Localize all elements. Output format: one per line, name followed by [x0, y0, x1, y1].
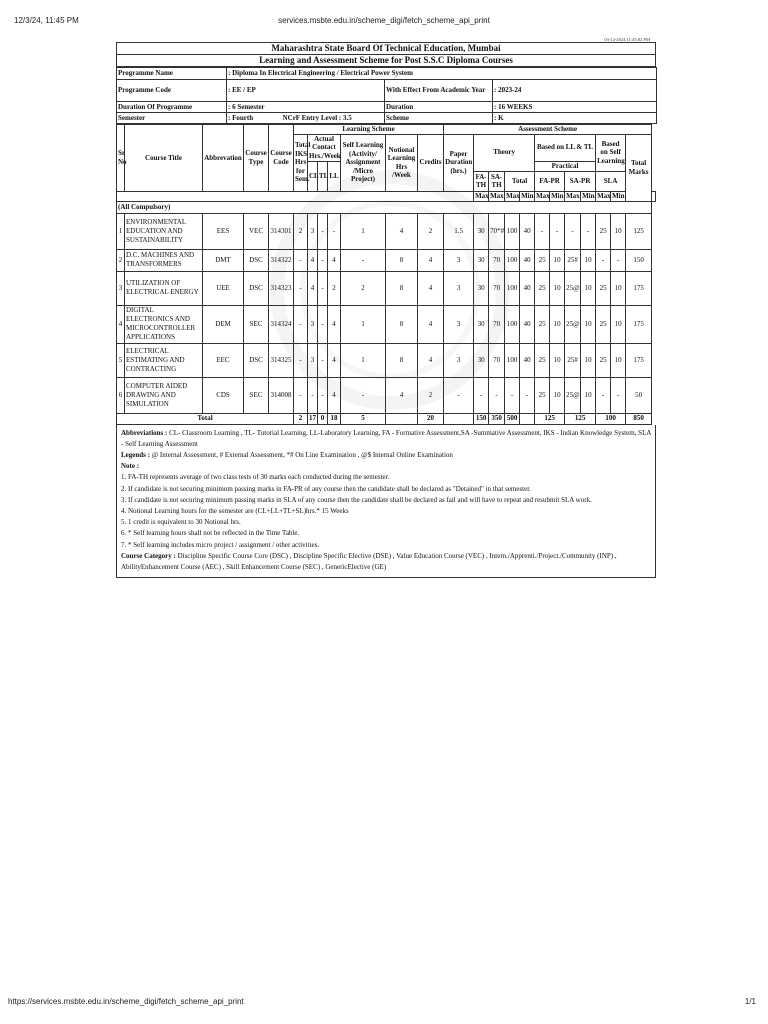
sla-min-cell: -: [611, 377, 626, 413]
duration-value: : 16 WEEKS: [493, 102, 657, 113]
sa-th-header: SA-TH: [489, 171, 505, 191]
cl-hours-cell: 4: [308, 271, 318, 305]
note-item: 2. If candidate is not securing minimum passing marks in FA-PR of any course then the candidate shall be declared as "Detained" in that semester.: [121, 484, 531, 493]
duration-programme-label: Duration Of Programme: [117, 102, 227, 113]
max-header: Max: [566, 191, 580, 200]
min-header: Min: [612, 191, 625, 200]
print-page-url-title: services.msbte.edu.in/scheme_digi/fetch_scheme_api_print: [278, 16, 490, 25]
fa-pr-max-cell: 25: [535, 305, 550, 343]
theory-total-max-cell: 100: [505, 271, 520, 305]
table-row: [117, 271, 656, 305]
sa-pr-max-cell: 25@: [565, 271, 581, 305]
cl-hours-cell: 3: [308, 343, 318, 377]
course-title-header: Course Title: [125, 125, 203, 192]
paper-duration-cell: -: [444, 377, 474, 413]
theory-total-max-cell: 100: [505, 305, 520, 343]
programme-code-value: : EE / EP: [227, 80, 385, 102]
tl-hours-cell: -: [318, 271, 328, 305]
note-item: 5. 1 credit is equivalent to 30 Notional hrs.: [121, 518, 241, 527]
theory-total-min-cell: 40: [520, 249, 535, 271]
sa-pr-min-cell: 10: [581, 305, 596, 343]
paper-duration-header: Paper Duration (hrs.): [444, 134, 474, 191]
self-learning-hours-cell: -: [341, 249, 386, 271]
fa-th-max-cell: 30: [474, 305, 489, 343]
total-marks-cell: 175: [626, 305, 652, 343]
paper-duration-cell: 3: [444, 305, 474, 343]
min-header: Min: [521, 191, 534, 200]
sa-pr-min-cell: 10: [581, 249, 596, 271]
effect-year-value: : 2023-24: [493, 80, 657, 102]
course-code-cell: 314301: [269, 213, 294, 249]
course-type-header: Course Type: [244, 125, 269, 192]
legends-label: Legends :: [121, 450, 150, 459]
sr-no-cell: 6: [117, 377, 125, 413]
total-marks-header: Total Marks: [626, 134, 652, 201]
total-marks-spacer: [652, 191, 656, 201]
sr-no-cell: 1: [117, 213, 125, 249]
tl-hours-cell: -: [318, 249, 328, 271]
fa-pr-max-cell: 25: [535, 271, 550, 305]
theory-total-min-cell: 40: [520, 271, 535, 305]
sla-min-cell: 10: [611, 343, 626, 377]
sa-th-max-cell: 70: [489, 271, 505, 305]
sa-pr-min-cell: 10: [581, 377, 596, 413]
theory-total-max-cell: 100: [505, 249, 520, 271]
table-row: [117, 249, 656, 271]
practical-header: Practical: [535, 161, 596, 171]
sla-max-cell: 25: [596, 305, 611, 343]
fa-pr-min-cell: 10: [550, 249, 565, 271]
min-header: Min: [551, 191, 564, 200]
course-type-cell: DSC: [244, 343, 269, 377]
browser-print-header: [0, 16, 768, 30]
sla-min-cell: 10: [611, 213, 626, 249]
print-timestamp: 03-12-2024 11:45:02 PM: [604, 37, 650, 42]
tl-hours-cell: -: [318, 377, 328, 413]
abbreviation-cell: DEM: [203, 305, 244, 343]
max-header: Max: [597, 191, 611, 200]
theory-total-min-cell: 40: [520, 213, 535, 249]
course-title-cell: ENVIRONMENTAL EDUCATION AND SUSTAINABILITY: [125, 213, 203, 249]
self-learning-hours-cell: 2: [341, 271, 386, 305]
note-item: 6. * Self learning hours shall not be reflected in the Time Table.: [121, 529, 300, 538]
tl-hours-cell: -: [318, 343, 328, 377]
sla-max-cell: 25: [596, 271, 611, 305]
table-row: [117, 305, 656, 343]
credits-cell: 2: [418, 213, 444, 249]
abbreviation-cell: UEE: [203, 271, 244, 305]
sla-min-cell: 10: [611, 305, 626, 343]
total-sa-th: 350: [489, 413, 505, 424]
iks-hours-cell: -: [294, 249, 308, 271]
course-title-cell: ELECTRICAL ESTIMATING AND CONTRACTING: [125, 343, 203, 377]
footer-url: https://services.msbte.edu.in/scheme_digi/fetch_scheme_api_print: [8, 997, 244, 1006]
paper-duration-cell: 1.5: [444, 213, 474, 249]
note-item: 7. * Self learning includes micro project / assignment / other activities.: [121, 540, 320, 549]
total-sla: 100: [596, 413, 626, 424]
fa-pr-min-cell: -: [550, 213, 565, 249]
sa-pr-max-cell: 25#: [565, 249, 581, 271]
sa-pr-min-cell: 10: [581, 343, 596, 377]
theory-total-min-cell: 40: [520, 343, 535, 377]
programme-info: [116, 67, 657, 124]
abbreviations-label: Abbreviations :: [121, 428, 168, 437]
total-iks: 2: [294, 413, 308, 424]
sr-no-cell: 3: [117, 271, 125, 305]
abbreviation-header: Abbrevation: [203, 125, 244, 192]
iks-hours-cell: -: [294, 377, 308, 413]
semester-cell: [227, 113, 385, 124]
cl-hours-cell: 3: [308, 213, 318, 249]
sa-pr-max-cell: 25@: [565, 377, 581, 413]
fa-pr-min-cell: 10: [550, 305, 565, 343]
theory-total-max-cell: 100: [505, 213, 520, 249]
course-title-cell: DIGITAL ELECTRONICS AND MICROCONTROLLER APPLICATIONS: [125, 305, 203, 343]
course-category-line: [121, 551, 651, 573]
cl-header: CL: [308, 161, 318, 191]
semester-value: : Fourth: [228, 113, 254, 122]
scheme-table: [116, 124, 656, 425]
max-min-spacer: [117, 191, 474, 201]
ll-hours-cell: 4: [328, 343, 341, 377]
programme-name-label: Programme Name: [117, 68, 227, 80]
sr-no-cell: 5: [117, 343, 125, 377]
table-row: [117, 213, 656, 249]
sa-pr-min-cell: 10: [581, 271, 596, 305]
tl-hours-cell: -: [318, 305, 328, 343]
course-title-cell: COMPUTER AIDED DRAWING AND SIMULATION: [125, 377, 203, 413]
fa-pr-max-cell: -: [535, 213, 550, 249]
total-ll: 18: [328, 413, 341, 424]
course-type-cell: SEC: [244, 377, 269, 413]
total-sa-pr: 125: [565, 413, 596, 424]
print-datetime: 12/3/24, 11:45 PM: [14, 16, 79, 25]
notional-hours-cell: 4: [386, 377, 418, 413]
total-marks-cell: 125: [626, 213, 652, 249]
abbreviations-line: [121, 428, 651, 450]
min-header: Min: [582, 191, 595, 200]
based-on-self-learning-header: Based on Self Learning: [596, 134, 626, 171]
credits-cell: 4: [418, 305, 444, 343]
sa-pr-header: SA-PR: [565, 171, 596, 191]
ll-hours-cell: 2: [328, 271, 341, 305]
note-item: 4. Notional Learning hours for the semester are (CL+LL+TL+SL)hrs.* 15 Weeks: [121, 506, 349, 515]
sa-pr-max-cell: 25#: [565, 343, 581, 377]
fa-pr-min-cell: 10: [550, 343, 565, 377]
fa-pr-max-cell: 25: [535, 343, 550, 377]
sla-max-cell: -: [596, 249, 611, 271]
total-marks-cell: 175: [626, 343, 652, 377]
course-code-cell: 314008: [269, 377, 294, 413]
tl-header: TL: [318, 161, 328, 191]
course-type-cell: VEC: [244, 213, 269, 249]
notes-section: [116, 425, 656, 579]
course-code-cell: 314325: [269, 343, 294, 377]
scheme-label: Scheme: [385, 113, 493, 124]
legends-text: @ Internal Assessment, # External Assessment, *# On Line Examination , @$ Internal Online Examination: [151, 450, 453, 459]
abbreviation-cell: DMT: [203, 249, 244, 271]
course-title-cell: UTILIZATION OF ELECTRICAL ENERGY: [125, 271, 203, 305]
fa-pr-min-cell: 10: [550, 377, 565, 413]
credits-header: Credits: [418, 134, 444, 191]
course-type-cell: DSC: [244, 271, 269, 305]
paper-duration-cell: 3: [444, 249, 474, 271]
cl-hours-cell: -: [308, 377, 318, 413]
paper-duration-cell: 3: [444, 343, 474, 377]
fa-th-header: FA-TH: [475, 172, 487, 189]
sla-max-cell: -: [596, 377, 611, 413]
note-item: 1. FA-TH represents average of two class tests of 30 marks each conducted during the semester.: [121, 473, 390, 482]
group-label: (All Compulsory): [117, 201, 652, 213]
self-learning-hours-cell: 1: [341, 213, 386, 249]
learning-scheme-header: Learning Scheme: [294, 125, 444, 135]
board-name: Maharashtra State Board Of Technical Education, Mumbai: [117, 43, 656, 55]
sa-pr-max-cell: -: [565, 213, 581, 249]
total-marks-cell: 50: [626, 377, 652, 413]
duration-programme-value: : 6 Semester: [227, 102, 385, 113]
iks-hours-cell: 2: [294, 213, 308, 249]
note-item: 3. If candidate is not securing minimum passing marks in SLA of any course then the candidate shall be declared as fail and will have to repeat and resubmit SLA work.: [121, 495, 592, 504]
based-on-ll-tl-header: Based on LL & TL: [535, 134, 596, 161]
sa-th-max-cell: 70: [489, 249, 505, 271]
theory-total-max-cell: -: [505, 377, 520, 413]
abbreviations-text: CL- Classroom Learning , TL- Tutorial Learning, LL-Laboratory Learning, FA - Formative Assessment,SA -Summative Assessment, IKS - Indian Knowledge System, SLA - Self Learning Assessment: [121, 428, 652, 448]
ll-hours-cell: 4: [328, 305, 341, 343]
ll-hours-cell: 4: [328, 377, 341, 413]
total-fa-pr: 125: [535, 413, 565, 424]
sla-max-cell: 25: [596, 343, 611, 377]
fa-th-max-cell: 30: [474, 213, 489, 249]
programme-name-value: : Diploma In Electrical Engineering / Electrical Power System: [227, 68, 657, 80]
sa-th-max-cell: 70: [489, 305, 505, 343]
contact-hours-header: Actual Contact Hrs./Week: [309, 134, 341, 160]
course-category-label: Course Category :: [121, 551, 176, 560]
sr-no-cell: 4: [117, 305, 125, 343]
programme-code-label: Programme Code: [117, 80, 227, 102]
total-marks-cell: 175: [626, 271, 652, 305]
course-code-header: Course Code: [269, 125, 294, 192]
course-type-cell: DSC: [244, 249, 269, 271]
scheme-title: Learning and Assessment Scheme for Post S.S.C Diploma Courses: [117, 55, 656, 67]
fa-th-max-cell: 30: [474, 343, 489, 377]
ll-hours-cell: -: [328, 213, 341, 249]
self-learning-header: Self Learning (Activity/ Assignment /Micro Project): [341, 134, 386, 191]
iks-hours-header: Total IKS Hrs for Sem.: [294, 134, 308, 191]
effect-year-label: With Effect From Academic Year: [385, 80, 493, 102]
cl-hours-cell: 4: [308, 249, 318, 271]
credits-cell: 4: [418, 249, 444, 271]
self-learning-hours-cell: 1: [341, 343, 386, 377]
notional-hours-cell: 8: [386, 343, 418, 377]
assessment-scheme-header: Assessment Scheme: [444, 125, 652, 135]
total-label: Total: [117, 413, 294, 424]
sa-th-max-cell: 70: [489, 343, 505, 377]
iks-hours-cell: -: [294, 305, 308, 343]
scheme-value: : K: [493, 113, 657, 124]
course-code-cell: 314324: [269, 305, 294, 343]
table-row: [117, 377, 656, 413]
abbreviation-cell: EES: [203, 213, 244, 249]
course-category-text: Discipline Specific Course Core (DSC) , Discipline Specific Elective (DSE) , Value Education Course (VEC) , Intern./Apprenti./Project./Community (INP) , AbilityEnhancement Course (AEC) , Skill Enhancement Course (SEC) , GenericElective (GE): [121, 551, 617, 571]
fa-th-max-cell: 30: [474, 249, 489, 271]
fa-th-max-cell: -: [474, 377, 489, 413]
self-learning-hours-cell: 1: [341, 305, 386, 343]
semester-label: Semester: [117, 113, 227, 124]
sla-min-cell: -: [611, 249, 626, 271]
fa-th-max-cell: 30: [474, 271, 489, 305]
sr-no-cell: 2: [117, 249, 125, 271]
legends-line: [121, 450, 651, 461]
sa-pr-max-cell: 25@: [565, 305, 581, 343]
total-cl: 17: [309, 414, 316, 422]
credits-cell: 4: [418, 271, 444, 305]
max-header: Max: [490, 191, 504, 200]
fa-pr-max-cell: 25: [535, 377, 550, 413]
scheme-document: [116, 42, 656, 578]
sa-th-max-cell: -: [489, 377, 505, 413]
browser-print-footer: [0, 997, 768, 1011]
total-marks-cell: 150: [626, 249, 652, 271]
note-label: Note :: [121, 462, 140, 471]
fa-pr-min-cell: 10: [550, 271, 565, 305]
notional-hours-cell: 8: [386, 305, 418, 343]
fa-pr-max-cell: 25: [535, 249, 550, 271]
course-code-cell: 314322: [269, 249, 294, 271]
duration-label: Duration: [385, 102, 493, 113]
max-header: Max: [506, 191, 520, 200]
table-row: [117, 343, 656, 377]
course-rows: [117, 213, 656, 413]
abbreviation-cell: CDS: [203, 377, 244, 413]
sla-max-cell: 25: [596, 213, 611, 249]
cl-hours-cell: 3: [308, 305, 318, 343]
theory-header: Theory: [474, 134, 535, 171]
course-type-cell: SEC: [244, 305, 269, 343]
sr-no-header: Sr No: [117, 125, 125, 192]
sa-pr-min-cell: -: [581, 213, 596, 249]
notional-hours-cell: 8: [386, 271, 418, 305]
document-title-block: [116, 42, 656, 67]
ll-header: LL: [328, 161, 341, 191]
notional-hours-cell: 8: [386, 249, 418, 271]
theory-total-min-cell: 40: [520, 305, 535, 343]
self-learning-hours-cell: -: [341, 377, 386, 413]
total-credits: 20: [418, 413, 444, 424]
credits-cell: 2: [418, 377, 444, 413]
max-header: Max: [536, 191, 550, 200]
ncrf-entry-level: NCrF Entry Level : 3.5: [282, 113, 352, 122]
credits-cell: 4: [418, 343, 444, 377]
abbreviation-cell: EEC: [203, 343, 244, 377]
ll-hours-cell: 4: [328, 249, 341, 271]
course-code-cell: 314323: [269, 271, 294, 305]
max-header: Max: [475, 191, 489, 200]
total-marks: 850: [626, 413, 652, 424]
sla-header: SLA: [596, 171, 626, 191]
tl-hours-cell: -: [318, 213, 328, 249]
notional-hours-cell: 4: [386, 213, 418, 249]
theory-total-min-cell: -: [520, 377, 535, 413]
course-title-cell: D.C. MACHINES AND TRANSFORMERS: [125, 249, 203, 271]
paper-duration-cell: 3: [444, 271, 474, 305]
iks-hours-cell: -: [294, 343, 308, 377]
footer-page-number: 1/1: [744, 997, 756, 1006]
theory-total-max-cell: 100: [505, 343, 520, 377]
fa-pr-header: FA-PR: [535, 171, 565, 191]
total-self-learning: 5: [341, 413, 386, 424]
total-paper: [444, 413, 474, 424]
total-notional: [386, 413, 418, 424]
total-theory: 500: [505, 413, 520, 424]
total-theory-min: [520, 413, 535, 424]
total-tl: 0: [318, 413, 328, 424]
notional-hours-header: Notional Learning Hrs /Week: [386, 134, 418, 191]
iks-hours-cell: -: [294, 271, 308, 305]
total-fa-th: 150: [474, 413, 489, 424]
sla-min-cell: 10: [611, 271, 626, 305]
theory-total-header: Total: [505, 171, 535, 191]
sa-th-max-cell: 70*#: [489, 213, 505, 249]
